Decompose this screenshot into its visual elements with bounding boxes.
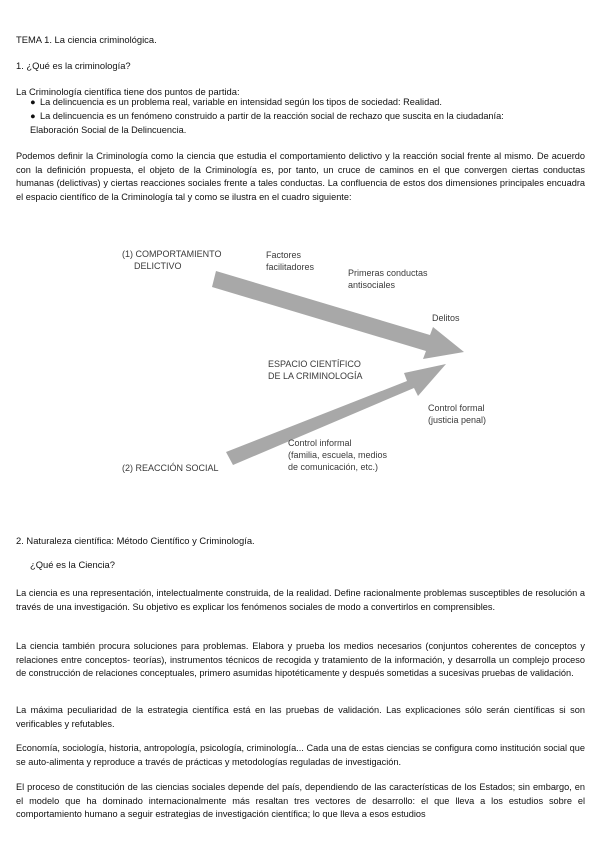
paragraph-5: El proceso de constitución de las ciencias sociales depende del país, dependiendo de las características de los Estados; sin embargo, en el modelo que ha dominado internacionalmente más resaltan tres vectores de desarrollo: el que lleva a los estudios sobre el comportamiento humano a seguir estrategias de investigación científica; lo que lleva a esos estudios: [16, 782, 585, 820]
label-control-informal-3: de comunicación, etc.): [288, 462, 379, 472]
label-reaccion-social: (2) REACCIÓN SOCIAL: [122, 463, 219, 473]
label-primeras-1: Primeras conductas: [348, 268, 428, 278]
bullet-item-1: [30, 96, 586, 110]
paragraph-2: La ciencia también procura soluciones para problemas. Elabora y prueba los medios necesarios (conjuntos coherentes de conceptos y relaciones entre conceptos- teorías), instrumentos técnicos de recogida y tratamiento de la información, y desarrolla un complejo proceso de construcción de relaciones conceptuales, primero asumidas hipotéticamente y después sometidas a sucesivas pruebas de validación.: [16, 641, 585, 679]
criminology-diagram: [0, 236, 600, 486]
label-factores-1: Factores: [266, 250, 302, 260]
bullet-icon: ●: [30, 97, 36, 107]
label-comportamiento-2: DELICTIVO: [134, 261, 182, 271]
arrow-comportamiento: [212, 271, 464, 359]
label-control-formal-1: Control formal: [428, 403, 485, 413]
label-espacio-2: DE LA CRIMINOLOGÍA: [268, 371, 363, 381]
paragraph-1: La ciencia es una representación, intelectualmente construida, de la realidad. Define racionalmente problemas susceptibles de resolución a través de una investigación. Su objetivo es explicar los fenómenos sociales de modo a convertirlos en comprensibles.: [16, 588, 585, 612]
bullet-item-2-continuation: Elaboración Social de la Delincuencia.: [30, 125, 187, 135]
section-1-intro: La Criminología científica tiene dos puntos de partida:: [16, 86, 240, 97]
document-title: TEMA 1. La ciencia criminológica.: [16, 34, 157, 45]
label-espacio-1: ESPACIO CIENTÍFICO: [268, 359, 361, 369]
bullet-icon: ●: [30, 111, 36, 121]
label-comportamiento-1: (1) COMPORTAMIENTO: [122, 249, 222, 259]
label-delitos: Delitos: [432, 313, 460, 323]
section-2-heading: 2. Naturaleza científica: Método Científico y Criminología.: [16, 535, 255, 546]
section-1-heading: 1. ¿Qué es la criminología?: [16, 60, 131, 71]
label-factores-2: facilitadores: [266, 262, 315, 272]
label-control-informal-1: Control informal: [288, 438, 352, 448]
label-primeras-2: antisociales: [348, 280, 396, 290]
label-control-informal-2: (familia, escuela, medios: [288, 450, 388, 460]
paragraph-3: La máxima peculiaridad de la estrategia científica está en las pruebas de validación. Las explicaciones sólo serán científicas si son verificables y refutables.: [16, 705, 585, 729]
section-2-subheading: ¿Qué es la Ciencia?: [30, 559, 115, 570]
section-1-paragraph: Podemos definir la Criminología como la ciencia que estudia el comportamiento delictivo y la reacción social frente al mismo. De acuerdo con la definición propuesta, el objeto de la Criminología es, por tanto, un cruce de caminos en el que convergen ciertas conductas humanas (delictivas) y ciertas reacciones sociales frente a tales conductas. La confluencia de estos dos dimensiones principales encuadra el espacio científico de la Criminología tal y como se ilustra en el cuadro siguiente:: [16, 151, 585, 202]
bullet-text: La delincuencia es un fenómeno construido a partir de la reacción social de rechazo que suscita en la ciudadanía:: [40, 111, 504, 121]
label-control-formal-2: (justicia penal): [428, 415, 487, 425]
bullet-item-2: [30, 110, 586, 124]
bullet-text: La delincuencia es un problema real, variable en intensidad según los tipos de sociedad: Realidad.: [40, 97, 442, 107]
paragraph-4: Economía, sociología, historia, antropología, psicología, criminología... Cada una de estas ciencias se configura como institución social que se auto-alimenta y reproduce a través de prácticas y metodologías reguladas de investigación.: [16, 743, 585, 767]
